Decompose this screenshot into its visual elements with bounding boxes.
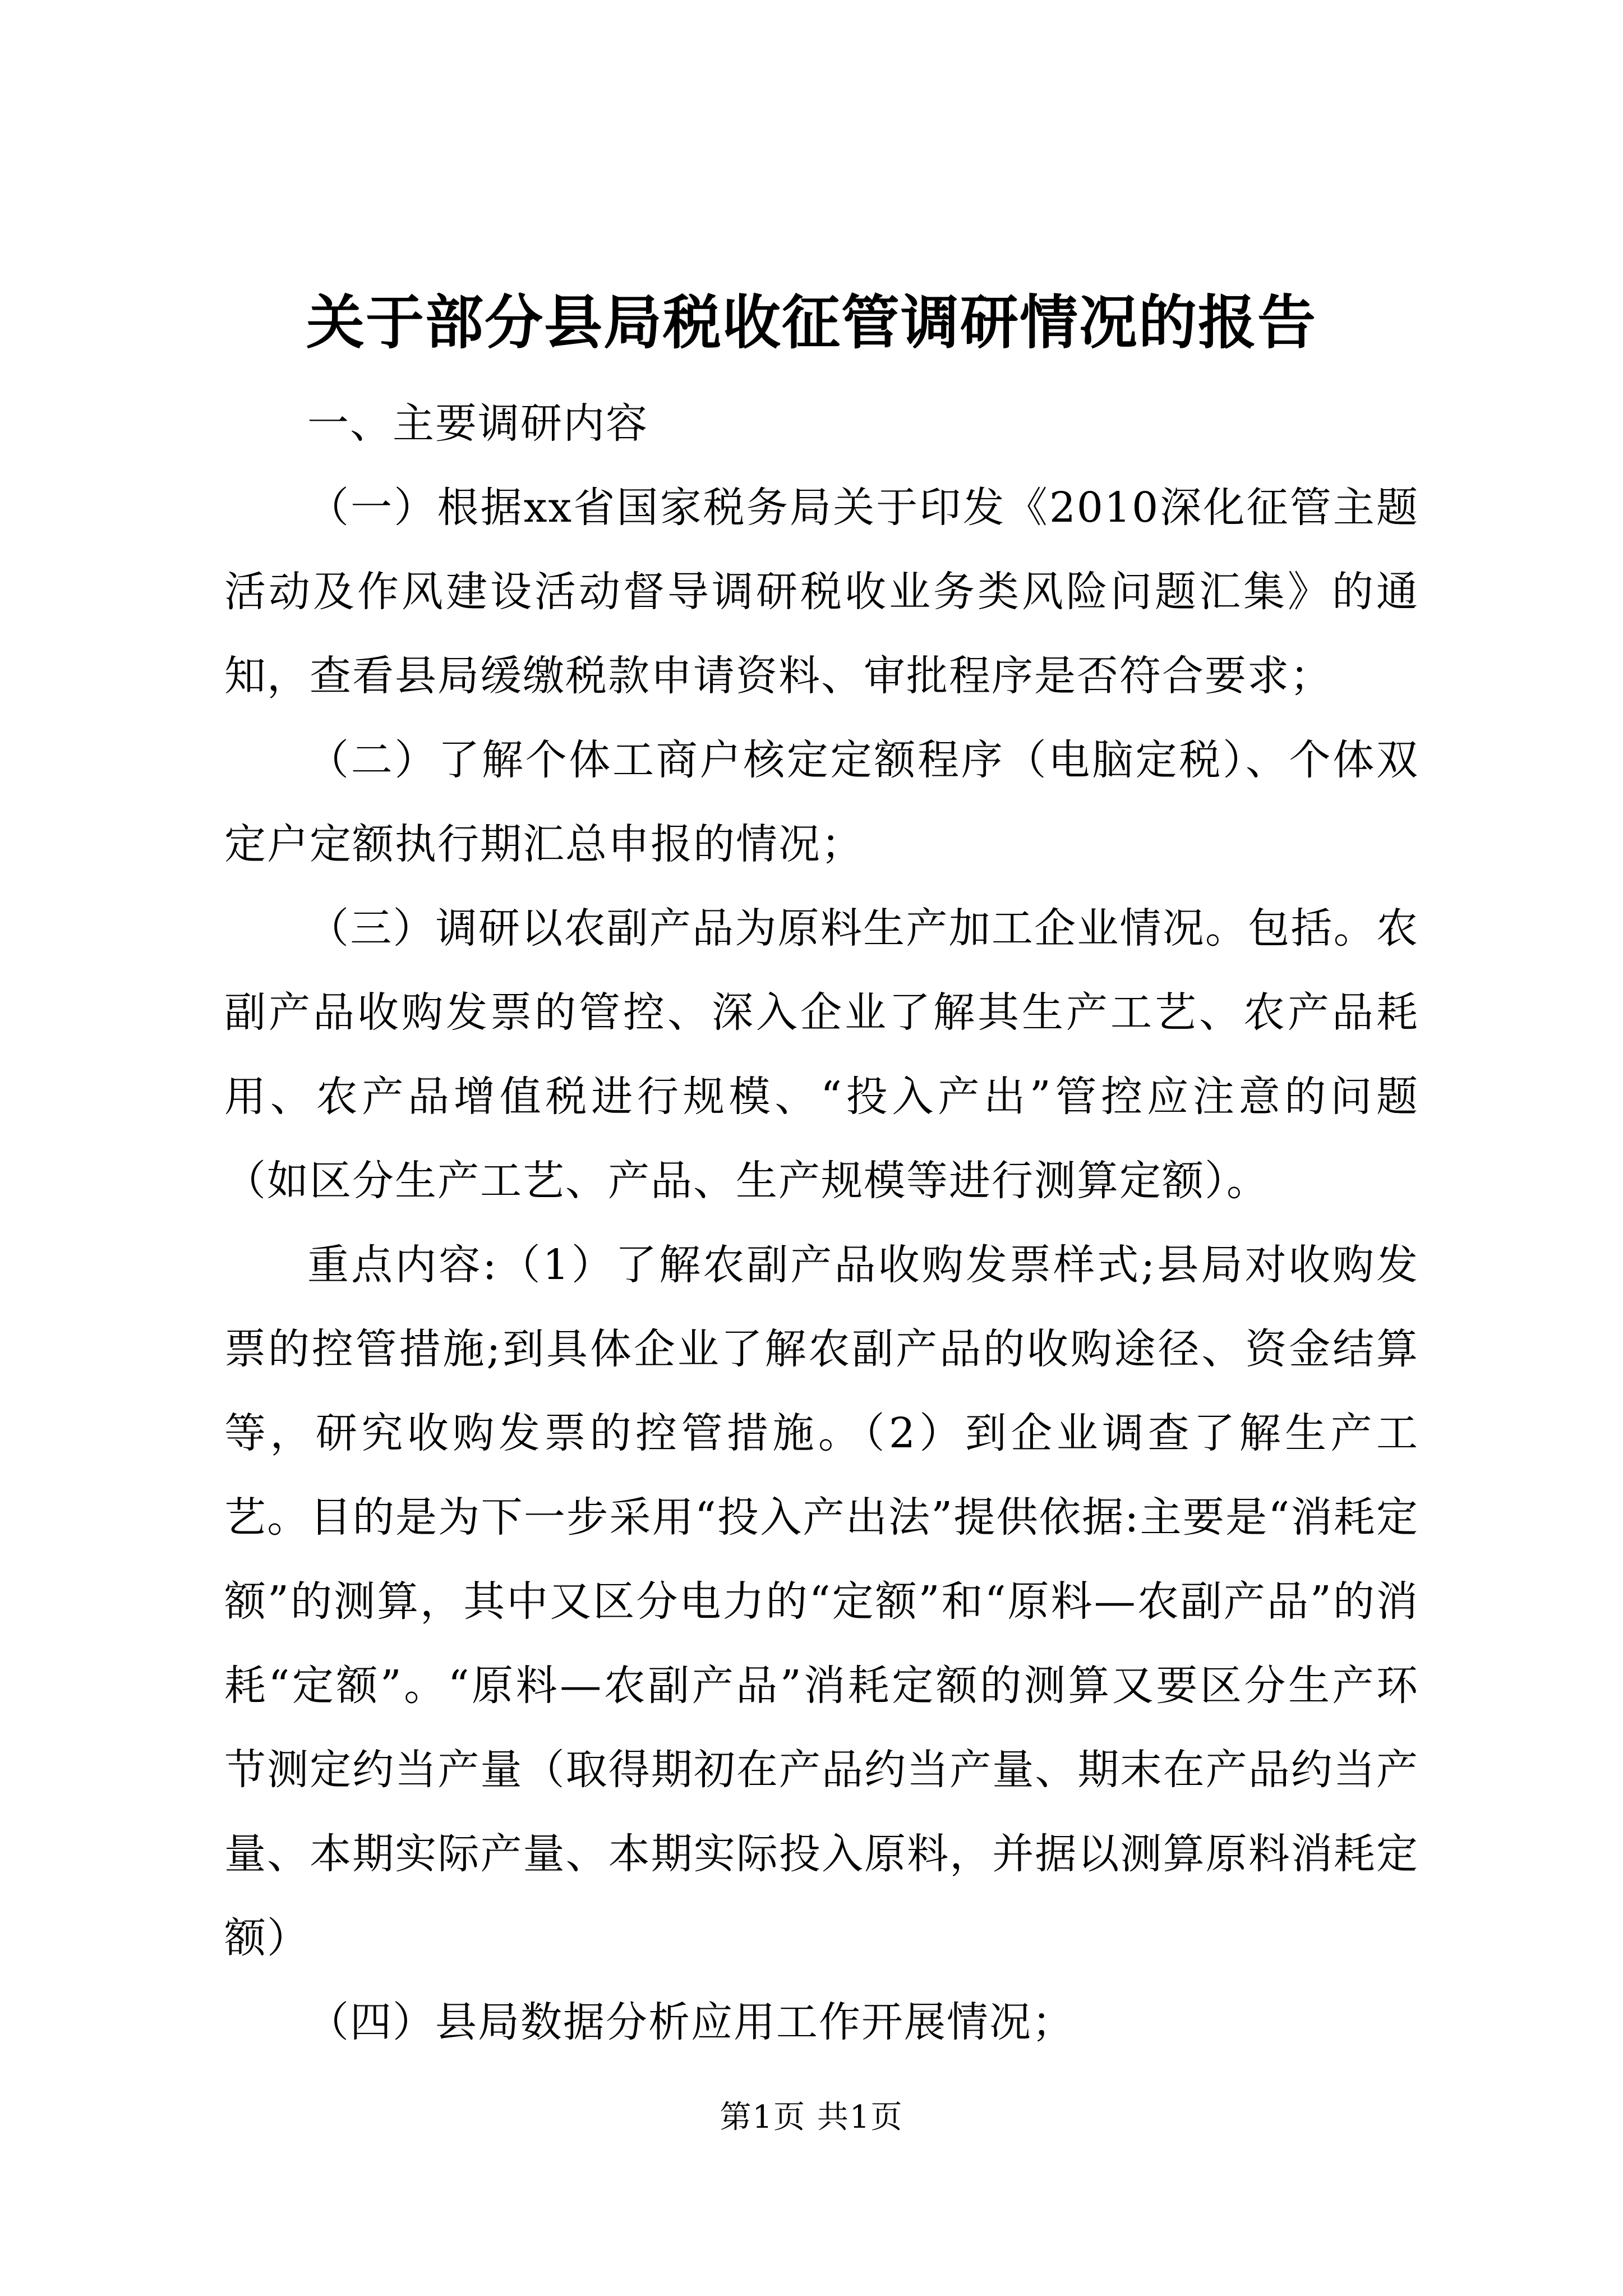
document-body bbox=[224, 381, 1419, 2064]
document-title: 关于部分县局税收征管调研情况的报告 bbox=[306, 288, 1317, 357]
paragraph-item-2: （二）了解个体工商户核定定额程序（电脑定税）、个体双定户定额执行期汇总申报的情况； bbox=[224, 736, 1419, 868]
paragraph-item-4: （四）县局数据分析应用工作开展情况； bbox=[307, 1998, 1075, 2046]
page-footer: 第1页 共1页 bbox=[720, 2099, 903, 2136]
paragraph-item-1: （一）根据xx省国家税务局关于印发《2010深化征管主题活动及作风建设活动督导调研税收业务类风险问题汇集》的通知，查看县局缓缴税款申请资料、审批程序是否符合要求； bbox=[224, 484, 1419, 700]
paragraph-key-content: 重点内容:（1）了解农副产品收购发票样式;县局对收购发票的控管措施;到具体企业了解农副产品的收购途径、资金结算等，研究收购发票的控管措施。（2）到企业调查了解生产工艺。目的是为下一步采用“投入产出法”提供依据:主要是“消耗定额”的测算，其中又区分电力的“定额”和“原料—农副产品”的消耗“定额”。“原料—农副产品”消耗定额的测算又要区分生产环节测定约当产量（取得期初在产品约当产量、期末在产品约当产量、本期实际产量、本期实际投入原料，并据以测算原料消耗定额） bbox=[224, 1241, 1419, 1962]
section-heading-main-research-content: 一、主要调研内容 bbox=[307, 399, 648, 448]
paragraph-item-3: （三）调研以农副产品为原料生产加工企业情况。包括。农副产品收购发票的管控、深入企业了解其生产工艺、农产品耗用、农产品增值税进行规模、“投入产出”管控应注意的问题（如区分生产工艺、产品、生产规模等进行测算定额）。 bbox=[224, 904, 1419, 1205]
